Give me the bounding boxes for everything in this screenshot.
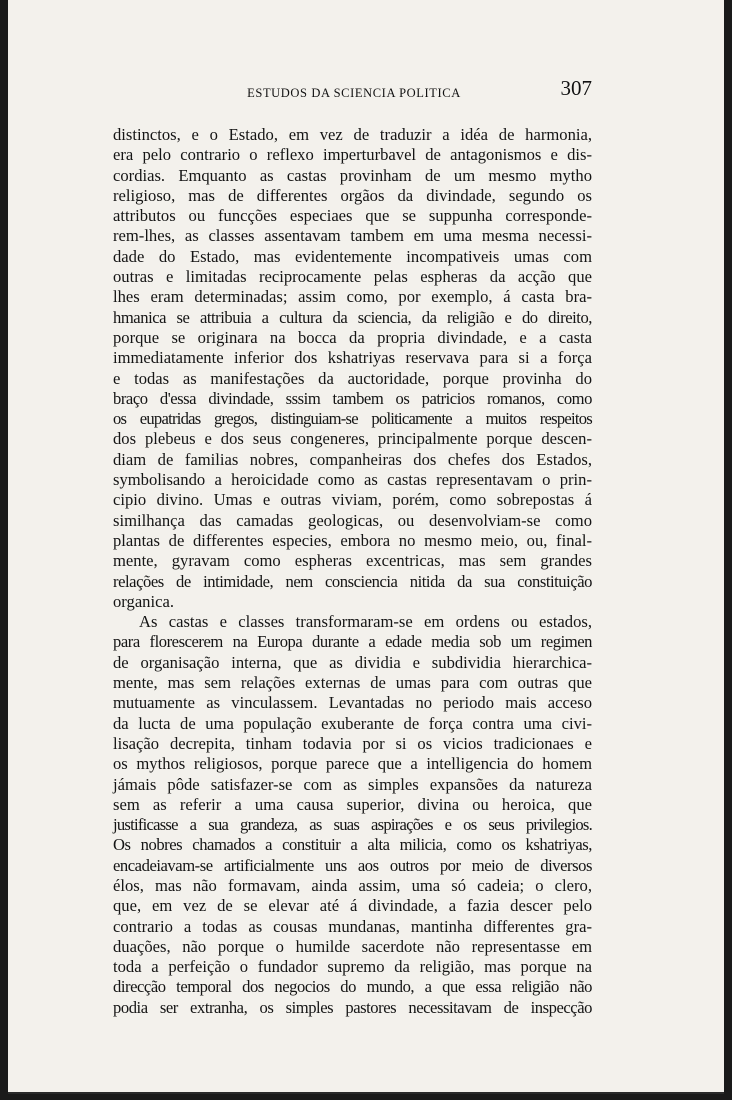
body-text [113, 125, 592, 1018]
text-line: dos plebeus e dos seus congeneres, principalmente porque descen- [113, 429, 592, 449]
text-line: mutuamente as vinculassem. Levantadas no periodo mais acceso [113, 693, 592, 713]
text-line: lhes eram determinadas; assim como, por exemplo, á casta bra- [113, 287, 592, 307]
text-line: lisação decrepita, tinham todavia por si os vicios tradicionaes e [113, 733, 592, 753]
text-line: As castas e classes transformaram-se em ordens ou estados, [139, 612, 592, 632]
text-line: duações, não porque o humilde sacerdote não representasse em [113, 936, 592, 956]
text-line: cipio divino. Umas e outras viviam, porém, como sobrepostas á [113, 490, 592, 510]
text-line: dade do Estado, mas evidentemente incompativeis umas com [113, 246, 592, 266]
text-line: podia ser extranha, os simples pastores necessitavam de inspecção [113, 997, 592, 1017]
text-line: distinctos, e o Estado, em vez de traduzir a idéa de harmonia, [113, 125, 592, 144]
text-line: direcção temporal dos negocios do mundo, a que essa religião não [113, 977, 592, 997]
text-line: para florescerem na Europa durante a edade media sob um regimen [113, 632, 592, 652]
text-line: organica. [113, 591, 174, 611]
text-line: hmanica se attribuia a cultura da sciencia, da religião e do direito, [113, 307, 592, 327]
text-line: da lucta de uma população exuberante de força contra uma civi- [113, 713, 592, 733]
text-line: attributos ou funcções especiaes que se suppunha corresponde- [113, 206, 592, 226]
page-number: 307 [560, 76, 592, 100]
text-line: os mythos religiosos, porque parece que a intelligencia do homem [113, 754, 592, 774]
text-line: relações de intimidade, nem consciencia nitida da sua constituição [113, 571, 592, 591]
text-line: élos, mas não formavam, ainda assim, uma só cadeia; o clero, [113, 875, 592, 895]
text-line: braço d'essa divindade, sssim tambem os patricios romanos, como [113, 388, 592, 408]
text-line: encadeiavam-se artificialmente uns aos outros por meio de diversos [113, 855, 592, 875]
text-line: sem as referir a uma causa superior, divina ou heroica, que [113, 794, 592, 814]
running-title: ESTUDOS DA SCIENCIA POLITICA [247, 86, 461, 100]
text-line: justificasse a sua grandeza, as suas aspirações e os seus privilegios. [113, 815, 592, 835]
text-line: mente, gyravam como espheras excentricas, mas sem grandes [113, 551, 592, 571]
text-line: que, em vez de se elevar até á divindade, a fazia descer pelo [113, 896, 592, 916]
running-head [116, 76, 592, 106]
text-line: diam de familias nobres, companheiras dos chefes dos Estados, [113, 449, 592, 469]
text-line: os eupatridas gregos, distinguiam-se politicamente a muitos respeitos [113, 409, 592, 429]
text-line: rem-lhes, as classes assentavam tambem em uma mesma necessi- [113, 226, 592, 246]
text-line: outras e limitadas reciprocamente pelas espheras da acção que [113, 267, 592, 287]
text-line: era pelo contrario o reflexo imperturbavel de antagonismos e dis- [113, 145, 592, 165]
text-line: e todas as manifestações da auctoridade, porque provinha do [113, 368, 592, 388]
text-line: symbolisando a heroicidade como as castas representavam o prin- [113, 470, 592, 490]
text-line: contrario a todas as cousas mundanas, mantinha differentes gra- [113, 916, 592, 936]
text-line: de organisação interna, que as dividia e subdividia hierarchica- [113, 652, 592, 672]
text-line: religioso, mas de differentes orgãos da divindade, segundo os [113, 185, 592, 205]
text-line: plantas de differentes especies, embora no mesmo meio, ou, final- [113, 530, 592, 550]
text-line: toda a perfeição o fundador supremo da religião, mas porque na [113, 957, 592, 977]
text-line: cordias. Emquanto as castas provinham de um mesmo mytho [113, 165, 592, 185]
text-line: immediatamente inferior dos kshatriyas reservava para si a força [113, 348, 592, 368]
text-line: porque se originara na bocca da propria divindade, e a casta [113, 327, 592, 347]
text-line: similhança das camadas geologicas, ou desenvolviam-se como [113, 510, 592, 530]
text-line: jámais pôde satisfazer-se com as simples expansões da natureza [113, 774, 592, 794]
text-line: mente, mas sem relações externas de umas para com outras que [113, 673, 592, 693]
book-page [8, 0, 724, 1094]
text-line: Os nobres chamados a constituir a alta milicia, como os kshatriyas, [113, 835, 592, 855]
